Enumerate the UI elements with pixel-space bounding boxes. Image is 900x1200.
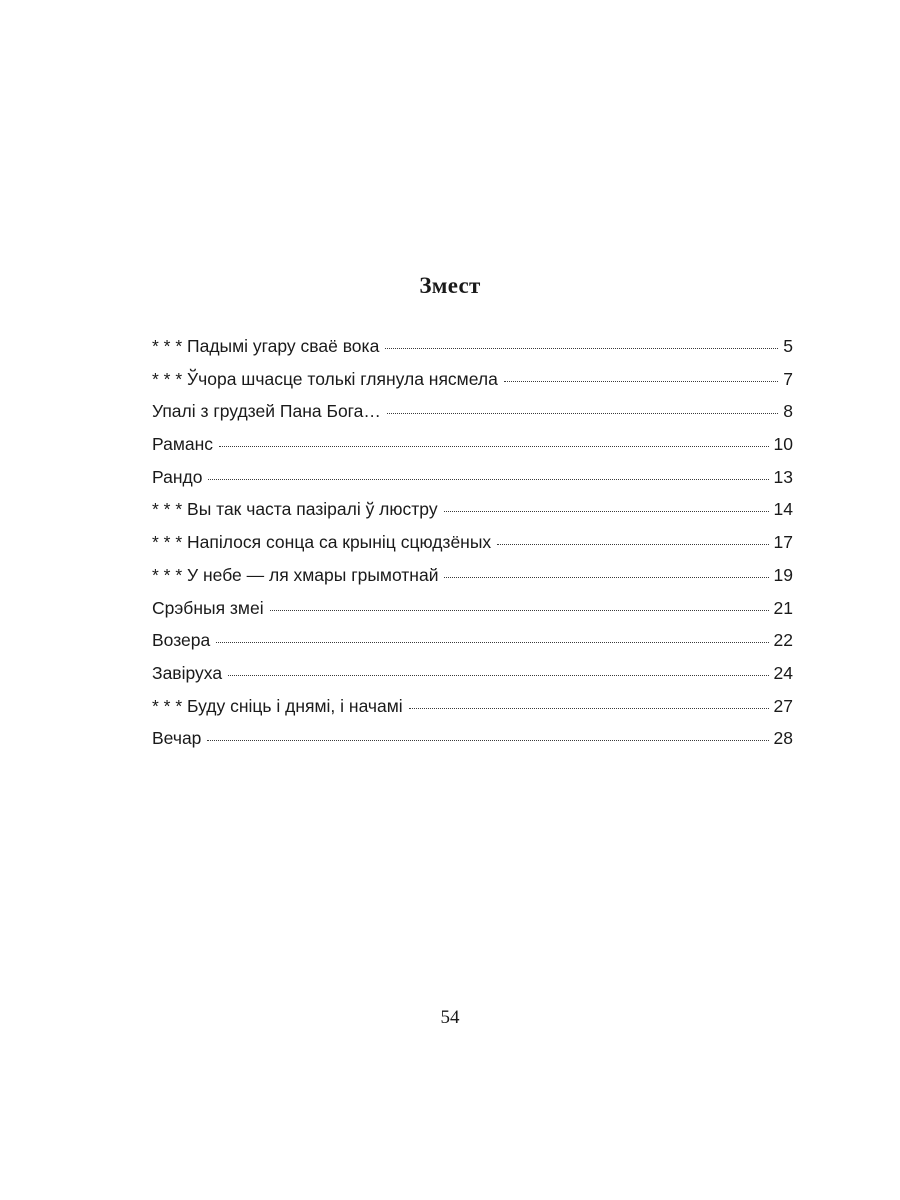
toc-entry-page: 19 xyxy=(773,564,793,585)
page-title: Змест xyxy=(419,273,481,299)
toc-entry-title: Срэбныя змеі xyxy=(152,597,264,618)
table-of-contents xyxy=(152,330,793,755)
toc-entry xyxy=(152,624,793,657)
toc-entry-title: Завіруха xyxy=(152,662,223,683)
toc-entry-page: 13 xyxy=(773,466,793,487)
toc-entry-page: 22 xyxy=(773,630,793,651)
toc-entry xyxy=(152,363,793,396)
toc-dot-leader xyxy=(208,479,768,480)
toc-entry-page: 27 xyxy=(773,695,793,716)
toc-entry xyxy=(152,526,793,559)
toc-dot-leader xyxy=(387,413,778,414)
toc-entry-page: 24 xyxy=(773,662,793,683)
toc-dot-leader xyxy=(444,577,768,578)
toc-entry xyxy=(152,395,793,428)
toc-entry-title: Возера xyxy=(152,630,211,651)
toc-entry xyxy=(152,461,793,494)
toc-entry-title: * * * Напілося сонца са крыніц сцюдзёных xyxy=(152,532,492,553)
toc-entry-page: 10 xyxy=(773,434,793,455)
toc-entry xyxy=(152,559,793,592)
toc-entry-title: * * * У небе — ля хмары грымотнай xyxy=(152,564,439,585)
toc-dot-leader xyxy=(444,511,769,512)
toc-dot-leader xyxy=(504,381,778,382)
toc-entry-page: 21 xyxy=(773,597,793,618)
toc-entry xyxy=(152,592,793,625)
toc-entry xyxy=(152,428,793,461)
toc-entry-page: 28 xyxy=(773,728,793,749)
toc-entry xyxy=(152,722,793,755)
toc-entry-title: Раманс xyxy=(152,434,214,455)
toc-dot-leader xyxy=(207,740,768,741)
toc-dot-leader xyxy=(270,610,769,611)
toc-entry xyxy=(152,657,793,690)
toc-dot-leader xyxy=(409,708,769,709)
toc-dot-leader xyxy=(497,544,768,545)
toc-entry xyxy=(152,330,793,363)
toc-entry-title: Вечар xyxy=(152,728,202,749)
page-number: 54 xyxy=(440,1007,460,1028)
toc-entry-title: * * * Буду сніць і днямі, і начамі xyxy=(152,695,403,716)
toc-entry-page: 5 xyxy=(783,336,793,356)
toc-entry-page: 14 xyxy=(773,499,793,520)
toc-entry-title: * * * Вы так часта пазіралі ў люстру xyxy=(152,499,438,520)
toc-dot-leader xyxy=(385,348,778,349)
toc-dot-leader xyxy=(216,642,768,643)
toc-entry xyxy=(152,690,793,723)
toc-entry-title: * * * Падымі угару сваё вока xyxy=(152,336,380,356)
toc-entry xyxy=(152,493,793,526)
toc-entry-title: Упалі з грудзей Пана Бога… xyxy=(152,401,381,422)
toc-dot-leader xyxy=(228,675,768,676)
toc-entry-title: Рандо xyxy=(152,466,203,487)
toc-entry-page: 17 xyxy=(773,532,793,553)
toc-dot-leader xyxy=(219,446,769,447)
toc-entry-title: * * * Ўчора шчасце толькі глянула нясмела xyxy=(152,368,498,389)
toc-entry-page: 8 xyxy=(783,401,793,422)
toc-entry-page: 7 xyxy=(783,368,793,389)
